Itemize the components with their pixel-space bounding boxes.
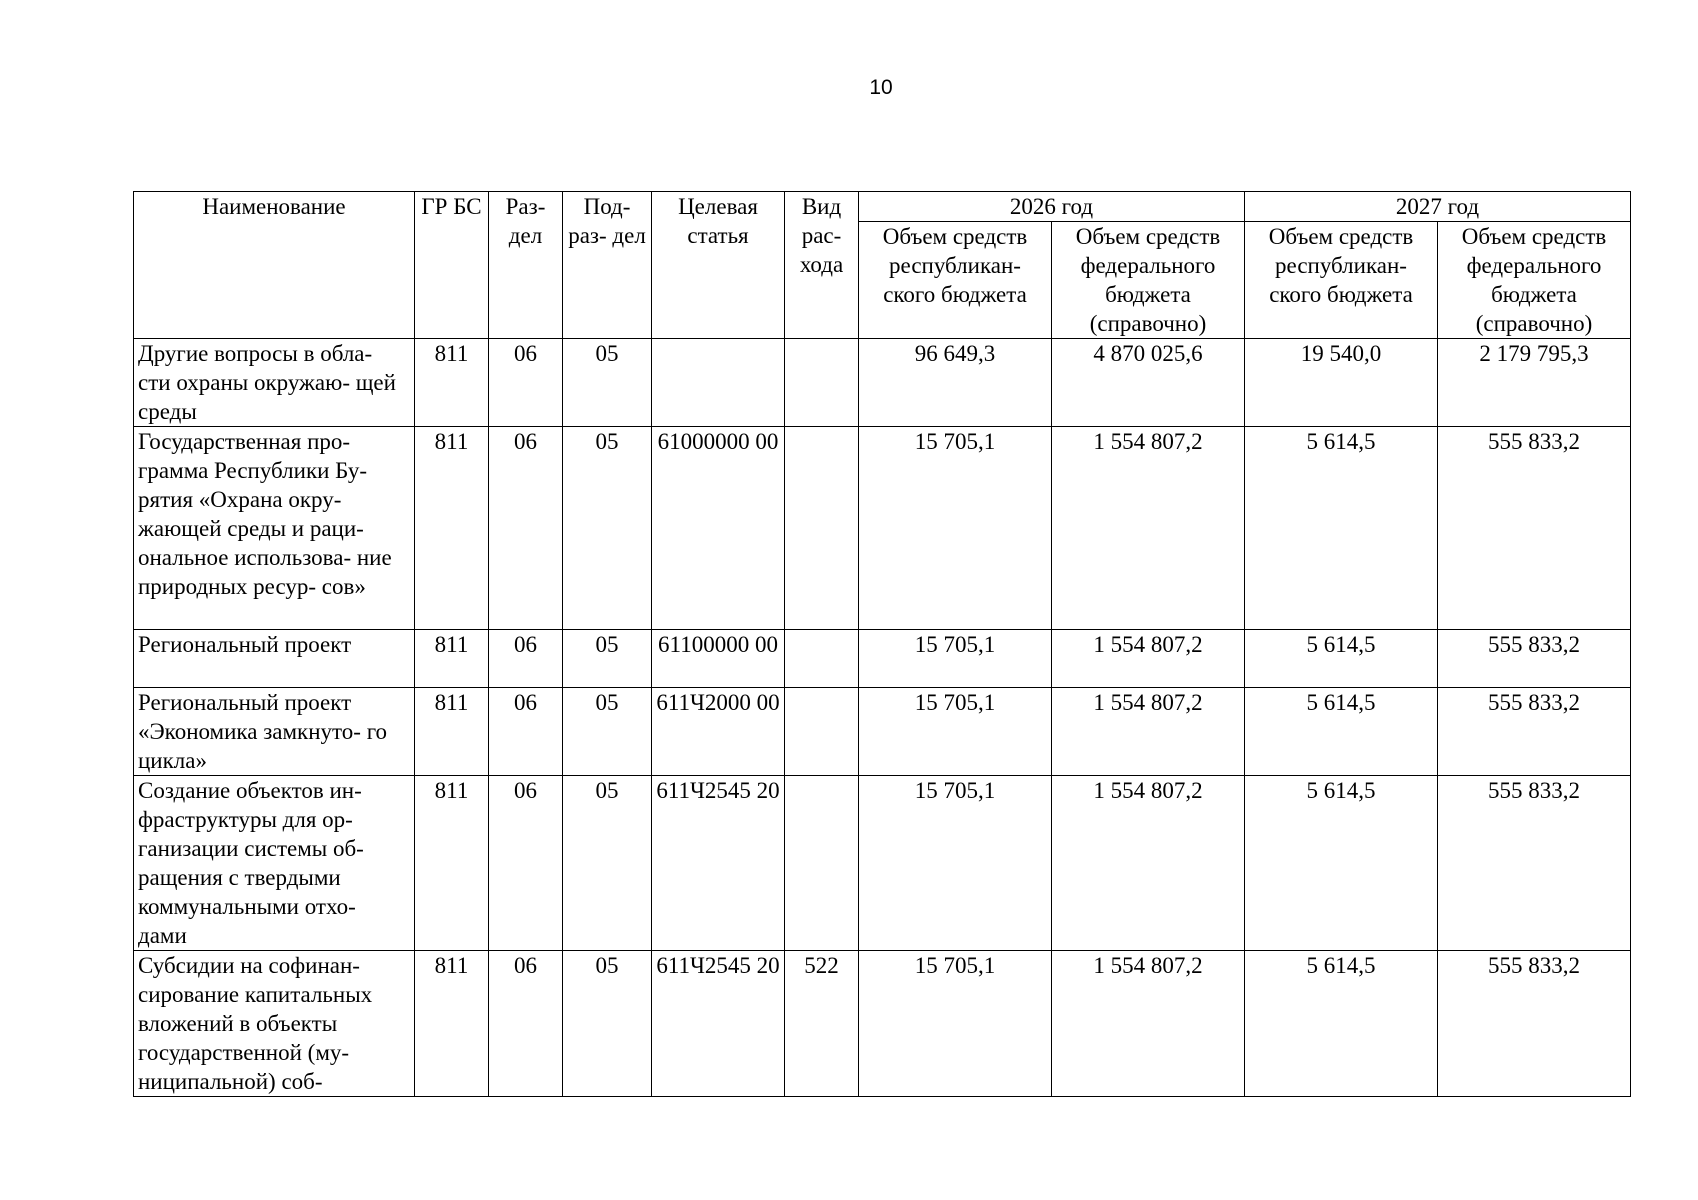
row-podrazdel: 05 xyxy=(563,427,652,630)
header-podrazdel: Под- раз- дел xyxy=(563,192,652,339)
row-name: Другие вопросы в обла- сти охраны окружаю- щей среды xyxy=(134,339,415,427)
row-podrazdel: 05 xyxy=(563,688,652,776)
header-vid-rashoda: Вид рас- хода xyxy=(785,192,859,339)
row-vid xyxy=(785,427,859,630)
row-fed-2026: 1 554 807,2 xyxy=(1052,427,1245,630)
table-row xyxy=(134,427,1631,630)
row-name: Создание объектов ин- фраструктуры для ор- ганизации системы об- ращения с твердыми коммунальными отхо- дами xyxy=(134,776,415,951)
row-rep-2026: 96 649,3 xyxy=(859,339,1052,427)
row-vid xyxy=(785,339,859,427)
row-fed-2027: 555 833,2 xyxy=(1438,951,1631,1097)
row-fed-2026: 1 554 807,2 xyxy=(1052,951,1245,1097)
header-row-top xyxy=(134,192,1631,222)
row-fed-2026: 1 554 807,2 xyxy=(1052,776,1245,951)
row-rep-2026: 15 705,1 xyxy=(859,776,1052,951)
row-rep-2027: 5 614,5 xyxy=(1245,630,1438,688)
row-rep-2026: 15 705,1 xyxy=(859,427,1052,630)
row-fed-2027: 555 833,2 xyxy=(1438,427,1631,630)
header-year-2026: 2026 год xyxy=(859,192,1245,222)
header-name: Наименование xyxy=(134,192,415,339)
row-rep-2026: 15 705,1 xyxy=(859,630,1052,688)
row-vid: 522 xyxy=(785,951,859,1097)
header-razdel: Раз- дел xyxy=(489,192,563,339)
row-rep-2027: 5 614,5 xyxy=(1245,427,1438,630)
table-row xyxy=(134,688,1631,776)
row-podrazdel: 05 xyxy=(563,776,652,951)
row-name: Государственная про- грамма Республики Бу- рятия «Охрана окру- жающей среды и раци- ональное использова- ние природных ресур- сов» xyxy=(134,427,415,630)
row-rep-2026: 15 705,1 xyxy=(859,688,1052,776)
row-grbs: 811 xyxy=(415,951,489,1097)
header-fed-2026: Объем средств федерального бюджета (справочно) xyxy=(1052,222,1245,339)
row-fed-2026: 1 554 807,2 xyxy=(1052,688,1245,776)
row-vid xyxy=(785,630,859,688)
row-rep-2027: 5 614,5 xyxy=(1245,688,1438,776)
row-name: Региональный проект «Экономика замкнуто- го цикла» xyxy=(134,688,415,776)
row-rep-2027: 5 614,5 xyxy=(1245,776,1438,951)
row-fed-2027: 555 833,2 xyxy=(1438,776,1631,951)
row-fed-2026: 4 870 025,6 xyxy=(1052,339,1245,427)
row-celevaya: 61100000 00 xyxy=(652,630,785,688)
row-celevaya: 611Ч2000 00 xyxy=(652,688,785,776)
header-celevaya-statya: Целевая статья xyxy=(652,192,785,339)
row-vid xyxy=(785,776,859,951)
row-grbs: 811 xyxy=(415,630,489,688)
row-celevaya: 61000000 00 xyxy=(652,427,785,630)
row-razdel: 06 xyxy=(489,688,563,776)
row-fed-2027: 555 833,2 xyxy=(1438,688,1631,776)
header-grbs: ГР БС xyxy=(415,192,489,339)
row-podrazdel: 05 xyxy=(563,339,652,427)
row-grbs: 811 xyxy=(415,339,489,427)
page-number: 10 xyxy=(869,76,893,99)
row-rep-2027: 19 540,0 xyxy=(1245,339,1438,427)
row-razdel: 06 xyxy=(489,339,563,427)
row-razdel: 06 xyxy=(489,630,563,688)
row-celevaya xyxy=(652,339,785,427)
table-row xyxy=(134,339,1631,427)
row-razdel: 06 xyxy=(489,776,563,951)
row-razdel: 06 xyxy=(489,951,563,1097)
table-row xyxy=(134,630,1631,688)
row-fed-2026: 1 554 807,2 xyxy=(1052,630,1245,688)
row-celevaya: 611Ч2545 20 xyxy=(652,951,785,1097)
header-rep-2026: Объем средств республикан- ского бюджета xyxy=(859,222,1052,339)
row-name: Субсидии на софинан- сирование капитальных вложений в объекты государственной (му- ниципальной) соб- xyxy=(134,951,415,1097)
row-grbs: 811 xyxy=(415,688,489,776)
row-rep-2026: 15 705,1 xyxy=(859,951,1052,1097)
header-fed-2027: Объем средств федерального бюджета (справочно) xyxy=(1438,222,1631,339)
row-razdel: 06 xyxy=(489,427,563,630)
row-grbs: 811 xyxy=(415,776,489,951)
row-grbs: 811 xyxy=(415,427,489,630)
row-podrazdel: 05 xyxy=(563,630,652,688)
row-podrazdel: 05 xyxy=(563,951,652,1097)
row-vid xyxy=(785,688,859,776)
row-fed-2027: 555 833,2 xyxy=(1438,630,1631,688)
row-rep-2027: 5 614,5 xyxy=(1245,951,1438,1097)
table-row xyxy=(134,951,1631,1097)
table-row xyxy=(134,776,1631,951)
row-name: Региональный проект xyxy=(134,630,415,688)
header-rep-2027: Объем средств республикан- ского бюджета xyxy=(1245,222,1438,339)
row-fed-2027: 2 179 795,3 xyxy=(1438,339,1631,427)
budget-table xyxy=(133,191,1631,1097)
row-celevaya: 611Ч2545 20 xyxy=(652,776,785,951)
header-year-2027: 2027 год xyxy=(1245,192,1631,222)
